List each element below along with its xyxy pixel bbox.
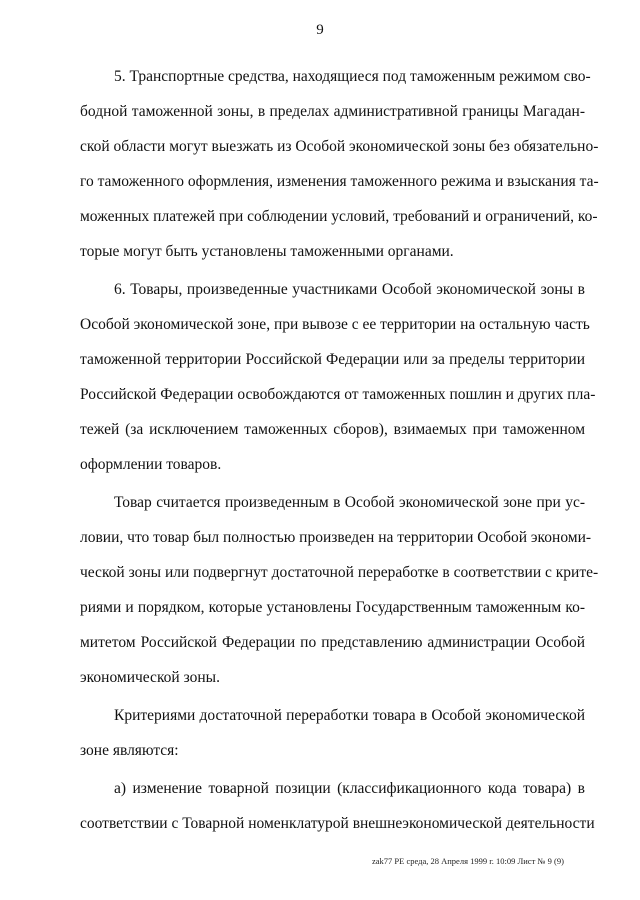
paragraph-6-line-2: Особой экономической зоне, при вывозе с ее территории на остальную часть <box>80 316 590 333</box>
paragraph-5-line-1: 5. Транспортные средства, находящиеся под таможенным режимом сво- <box>114 68 591 85</box>
paragraph-8-line-1: Критериями достаточной переработки товара в Особой экономической <box>114 707 585 724</box>
paragraph-6-line-6: оформлении товаров. <box>80 456 222 473</box>
paragraph-9-line-2: соответствии с Товарной номенклатурой внешнеэкономической деятельности <box>80 815 595 832</box>
paragraph-6-line-4: Российской Федерации освобождаются от таможенных пошлин и других пла- <box>80 386 596 403</box>
paragraph-7-line-1: Товар считается произведенным в Особой экономической зоне при ус- <box>114 494 585 511</box>
paragraph-5-line-5: моженных платежей при соблюдении условий, требований и ограничений, ко- <box>80 208 598 225</box>
paragraph-9-line-1: а) изменение товарной позиции (классификационного кода товара) в <box>114 780 585 797</box>
paragraph-8-line-2: зоне являются: <box>80 742 179 759</box>
paragraph-5-line-2: бодной таможенной зоны, в пределах административной границы Магадан- <box>80 103 585 120</box>
paragraph-5-line-3: ской области могут выезжать из Особой экономической зоны без обязательно- <box>80 138 599 155</box>
page-number: 9 <box>316 22 324 38</box>
paragraph-7-line-2: ловии, что товар был полностью произведен на территории Особой экономи- <box>80 529 592 546</box>
paragraph-6-line-1: 6. Товары, произведенные участниками Особой экономической зоны в <box>114 281 585 298</box>
paragraph-5-line-6: торые могут быть установлены таможенными органами. <box>80 243 454 260</box>
paragraph-7-line-4: риями и порядком, которые установлены Государственным таможенным ко- <box>80 599 585 616</box>
paragraph-7-line-5: митетом Российской Федерации по представлению администрации Особой <box>80 634 585 651</box>
paragraph-6-line-5: тежей (за исключением таможенных сборов), взимаемых при таможенном <box>80 421 585 438</box>
page-footer: zak77 PE среда, 28 Апреля 1999 г. 10:09 Лист № 9 (9) <box>372 856 564 866</box>
paragraph-7-line-3: ческой зоны или подвергнут достаточной переработке в соответствии с крите- <box>80 564 599 581</box>
paragraph-7-line-6: экономической зоны. <box>80 669 220 686</box>
paragraph-5-line-4: го таможенного оформления, изменения таможенного режима и взыскания та- <box>80 173 599 190</box>
paragraph-6-line-3: таможенной территории Российской Федерации или за пределы территории <box>80 351 585 368</box>
